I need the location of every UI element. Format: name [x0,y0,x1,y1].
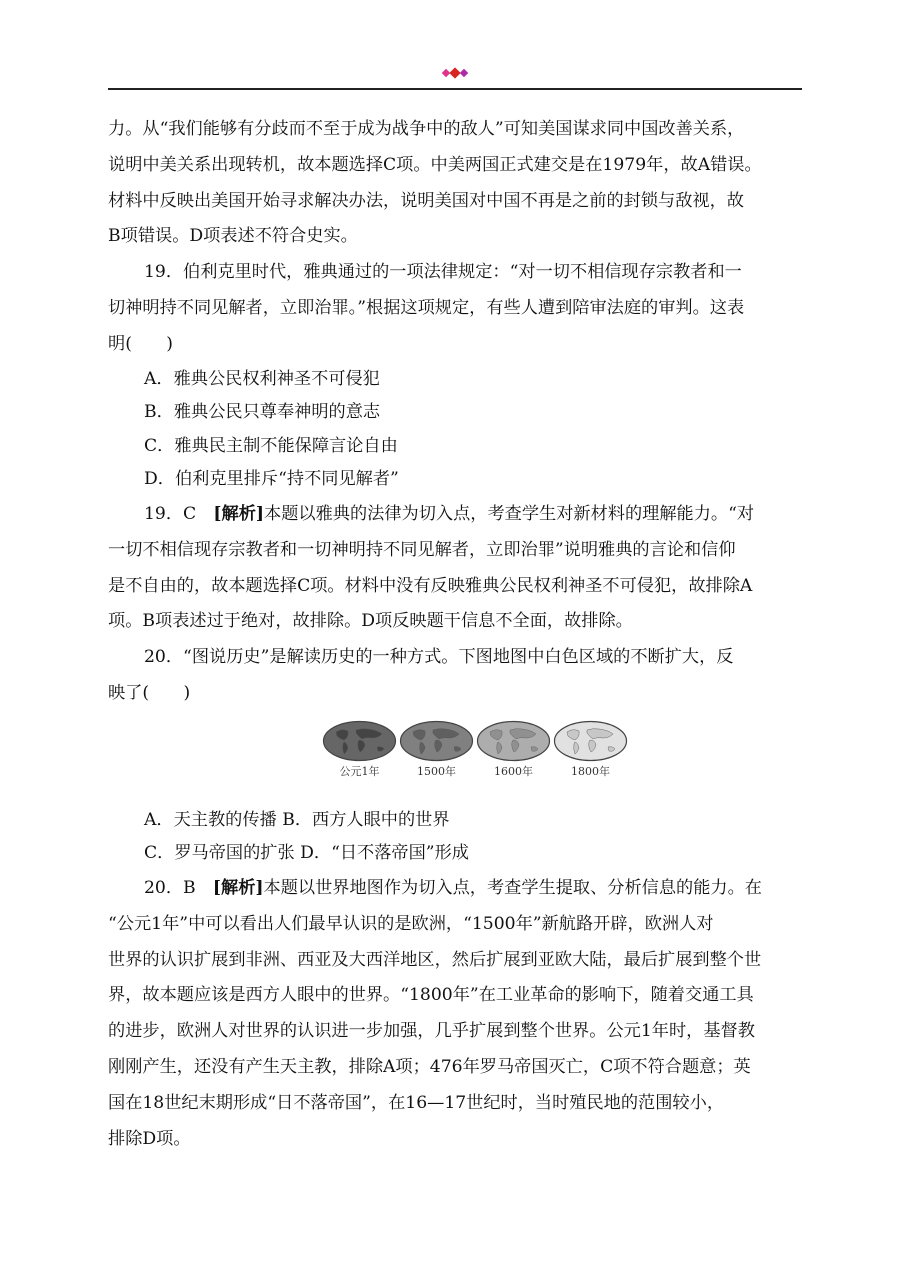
answer-20 [108,871,802,907]
answer-text: 本题以世界地图作为切入点，考查学生提取、分析信息的能力。在 [263,877,762,898]
world-map-image [553,720,628,762]
page-content [108,112,802,1157]
diamond-icon [460,69,468,77]
text-line: 国在18世纪末期形成“日不落帝国”，在16—17世纪时，当时殖民地的范围较小， [108,1092,725,1113]
option-b: B．雅典公民只尊奉神明的意志 [144,402,381,423]
answer-19 [108,497,802,533]
map-caption: 1500年 [417,764,456,778]
map-caption: 1800年 [571,764,610,778]
text-line: B项错误。D项表述不符合史实。 [108,226,358,247]
answer-number: 19．C [144,503,214,524]
text-line: 映了( ) [108,682,191,703]
options-c-d: C．罗马帝国的扩张 D．“日不落帝国”形成 [144,843,469,864]
question-20-stem: 20．“图说历史”是解读历史的一种方式。下图地图中白色区域的不断扩大，反 [144,647,734,668]
text-line: 切神明持不同见解者，立即治罪。”根据这项规定，有些人遭到陪审法庭的审判。这表 [108,297,745,318]
analysis-tag: [解析] [212,877,264,898]
text-line: “公元1年”中可以看出人们最早认识的是欧洲，“1500年”新航路开辟，欧洲人对 [108,913,714,934]
text-line: 界，故本题应该是西方人眼中的世界。“1800年”在工业革命的影响下，随着交通工具 [108,985,754,1006]
world-map-image [399,720,474,762]
world-map-item [553,720,628,779]
answer-number: 20．B [144,877,213,898]
answer-text: 本题以雅典的法律为切入点，考查学生对新材料的理解能力。“对 [264,503,755,524]
world-map-image [322,720,397,762]
text-line: 一切不相信现存宗教者和一切神明持不同见解者，立即治罪”说明雅典的言论和信仰 [108,539,736,560]
world-map-item [322,720,397,779]
text-line: 是不自由的，故本题选择C项。材料中没有反映雅典公民权利神圣不可侵犯，故排除A [108,575,753,596]
text-line: 排除D项。 [108,1128,191,1149]
text-line: 的进步，欧洲人对世界的认识进一步加强，几乎扩展到整个世界。公元1年时，基督教 [108,1021,755,1042]
header-diamond-ornament [440,66,470,80]
text-line: 力。从“我们能够有分歧而不至于成为战争中的敌人”可知美国谋求同中国改善关系， [108,119,745,139]
text-line: 说明中美关系出现转机，故本题选择C项。中美两国正式建交是在1979年，故A错误。 [108,154,762,175]
text-line: 明( ) [108,333,173,354]
world-map-item [399,720,474,779]
text-line: 世界的认识扩展到非洲、西亚及大西洋地区，然后扩展到亚欧大陆，最后扩展到整个世 [108,949,762,970]
text-line: 刚刚产生，还没有产生天主教，排除A项；476年罗马帝国灭亡，C项不符合题意；英 [108,1056,751,1077]
world-map-image [476,720,551,762]
question-19-stem: 19．伯利克里时代，雅典通过的一项法律规定：“对一切不相信现存宗教者和一 [144,262,742,283]
map-caption: 公元1年 [339,764,380,778]
world-map-item [476,720,551,779]
options-a-b: A．天主教的传播 B．西方人眼中的世界 [144,809,450,830]
map-caption: 1600年 [494,764,533,778]
option-a: A．雅典公民权利神圣不可侵犯 [144,368,380,389]
header-rule [108,88,802,90]
text-line: 项。B项表述过于绝对，故排除。D项反映题干信息不全面，故排除。 [108,611,633,632]
option-d: D．伯利克里排斥“持不同见解者” [144,469,399,490]
world-maps-figure [108,720,802,790]
text-line: 材料中反映出美国开始寻求解决办法，说明美国对中国不再是之前的封锁与敌视，故 [108,190,744,211]
analysis-tag: [解析] [213,503,265,524]
option-c: C．雅典民主制不能保障言论自由 [144,435,398,456]
